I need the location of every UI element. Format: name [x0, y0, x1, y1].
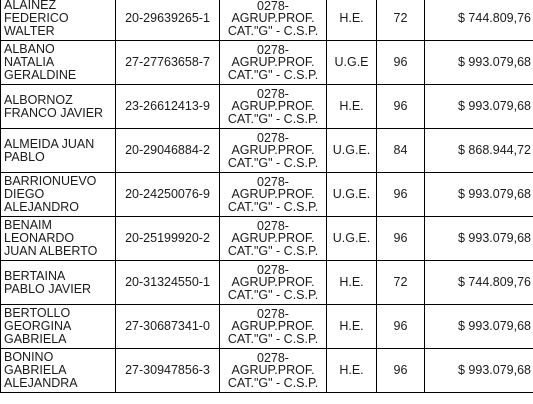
hours-type-cell: U.G.E — [327, 41, 377, 85]
table-row — [1, 85, 533, 129]
cuil-cell: 20-29046884-2 — [116, 129, 220, 173]
amount-cell: $ 993.079,68 — [425, 85, 533, 129]
employee-name-cell — [1, 41, 116, 85]
employee-name-line: FEDERICO — [4, 11, 69, 25]
category-cell — [220, 217, 327, 261]
employee-name-line: ALMEIDA JUAN — [4, 136, 95, 151]
table-row — [1, 129, 533, 173]
hours-count-cell: 96 — [377, 173, 425, 217]
table-row — [1, 217, 533, 261]
employee-name-line: DIEGO — [4, 187, 45, 201]
amount-cell: $ 993.079,68 — [425, 173, 533, 217]
category-line: CAT."G" - C.S.P. — [227, 67, 319, 82]
category-cell — [220, 349, 327, 393]
employee-name-cell — [1, 129, 116, 173]
employee-name-line: GEORGINA — [4, 319, 72, 333]
category-cell — [220, 173, 327, 217]
cuil-cell: 20-24250076-9 — [116, 173, 220, 217]
hours-type-cell: H.E. — [327, 349, 377, 393]
employee-name-line: BERTAINA — [4, 268, 66, 283]
employee-name-cell — [1, 261, 116, 305]
cuil-cell: 20-29639265-1 — [116, 0, 220, 41]
hours-type-cell: H.E. — [327, 261, 377, 305]
category-cell — [220, 85, 327, 129]
hours-count-cell: 96 — [377, 85, 425, 129]
category-line: 0278- — [257, 306, 289, 321]
hours-type-cell: H.E. — [327, 305, 377, 349]
cuil-cell: 27-30947856-3 — [116, 349, 220, 393]
category-line: 0278- — [257, 0, 289, 13]
category-line: AGRUP.PROF. — [231, 187, 315, 202]
category-line: AGRUP.PROF. — [231, 55, 315, 70]
employee-name-line: GERALDINE — [4, 68, 77, 82]
amount-cell: $ 744.809,76 — [425, 261, 533, 305]
employee-name-line: BARRIONUEVO — [4, 174, 97, 188]
category-line: CAT."G" - C.S.P. — [227, 331, 319, 346]
employee-name-cell — [1, 217, 116, 261]
cuil-cell: 27-27763658-7 — [116, 41, 220, 85]
category-line: CAT."G" - C.S.P. — [227, 23, 319, 38]
category-line: 0278- — [257, 350, 289, 365]
category-line: AGRUP.PROF. — [231, 363, 315, 378]
category-line: AGRUP.PROF. — [231, 231, 315, 246]
cuil-cell: 20-31324550-1 — [116, 261, 220, 305]
cuil-cell: 23-26612413-9 — [116, 85, 220, 129]
category-line: AGRUP.PROF. — [231, 275, 315, 290]
employee-name-line: ALBANO — [4, 42, 55, 56]
table-row — [1, 173, 533, 217]
table-row — [1, 41, 533, 85]
employee-name-line: WALTER — [4, 24, 55, 38]
category-line: 0278- — [257, 174, 289, 189]
employee-name-line: BERTOLLO — [4, 306, 71, 320]
category-line: 0278- — [257, 218, 289, 233]
employee-name-line: ALBORNOZ — [4, 92, 73, 107]
employee-name-line: ALEJANDRA — [4, 376, 78, 390]
amount-cell: $ 993.079,68 — [425, 305, 533, 349]
category-line: AGRUP.PROF. — [231, 11, 315, 26]
table-row — [1, 0, 533, 41]
amount-cell: $ 993.079,68 — [425, 349, 533, 393]
employee-name-cell — [1, 305, 116, 349]
employee-name-cell — [1, 173, 116, 217]
table-row — [1, 261, 533, 305]
hours-count-cell: 72 — [377, 0, 425, 41]
amount-cell: $ 993.079,68 — [425, 217, 533, 261]
category-cell — [220, 129, 327, 173]
employee-name-line: JUAN ALBERTO — [4, 244, 98, 258]
employee-name-line: GABRIELA — [4, 332, 67, 346]
hours-count-cell: 96 — [377, 305, 425, 349]
amount-cell: $ 744.809,76 — [425, 0, 533, 41]
hours-type-cell: H.E. — [327, 85, 377, 129]
employee-name-line: ALEJANDRO — [4, 200, 80, 214]
employee-name-cell — [1, 0, 116, 41]
category-cell — [220, 305, 327, 349]
hours-count-cell: 96 — [377, 41, 425, 85]
category-cell — [220, 261, 327, 305]
table-row — [1, 349, 533, 393]
category-cell — [220, 0, 327, 41]
category-line: 0278- — [257, 130, 289, 145]
table-body — [1, 0, 533, 393]
employee-name-cell — [1, 85, 116, 129]
category-line: CAT."G" - C.S.P. — [227, 111, 319, 126]
hours-count-cell: 96 — [377, 217, 425, 261]
amount-cell: $ 993.079,68 — [425, 41, 533, 85]
category-line: CAT."G" - C.S.P. — [227, 199, 319, 214]
employee-name-line: NATALIA — [4, 55, 55, 69]
hours-count-cell: 84 — [377, 129, 425, 173]
hours-type-cell: H.E. — [327, 0, 377, 41]
category-line: CAT."G" - C.S.P. — [227, 155, 319, 170]
hours-count-cell: 96 — [377, 349, 425, 393]
category-line: 0278- — [257, 86, 289, 101]
table-row — [1, 305, 533, 349]
category-line: AGRUP.PROF. — [231, 143, 315, 158]
category-line: AGRUP.PROF. — [231, 319, 315, 334]
employee-name-line: ALAINEZ — [4, 0, 57, 12]
category-line: 0278- — [257, 42, 289, 57]
hours-type-cell: U.G.E. — [327, 173, 377, 217]
category-cell — [220, 41, 327, 85]
category-line: CAT."G" - C.S.P. — [227, 375, 319, 390]
category-line: CAT."G" - C.S.P. — [227, 243, 319, 258]
hours-type-cell: U.G.E. — [327, 217, 377, 261]
category-line: AGRUP.PROF. — [231, 99, 315, 114]
employee-name-cell — [1, 349, 116, 393]
employee-name-line: BENAIM — [4, 218, 52, 232]
employee-name-line: FRANCO JAVIER — [4, 105, 104, 120]
employee-name-line: PABLO — [4, 149, 45, 164]
employee-name-line: GABRIELA — [4, 363, 67, 377]
cuil-cell: 20-25199920-2 — [116, 217, 220, 261]
employee-name-line: BONINO — [4, 350, 54, 364]
hours-type-cell: U.G.E. — [327, 129, 377, 173]
category-line: CAT."G" - C.S.P. — [227, 287, 319, 302]
employee-name-line: PABLO JAVIER — [4, 281, 92, 296]
amount-cell: $ 868.944,72 — [425, 129, 533, 173]
hours-count-cell: 72 — [377, 261, 425, 305]
employee-name-line: LEONARDO — [4, 231, 75, 245]
category-line: 0278- — [257, 262, 289, 277]
cuil-cell: 27-30687341-0 — [116, 305, 220, 349]
